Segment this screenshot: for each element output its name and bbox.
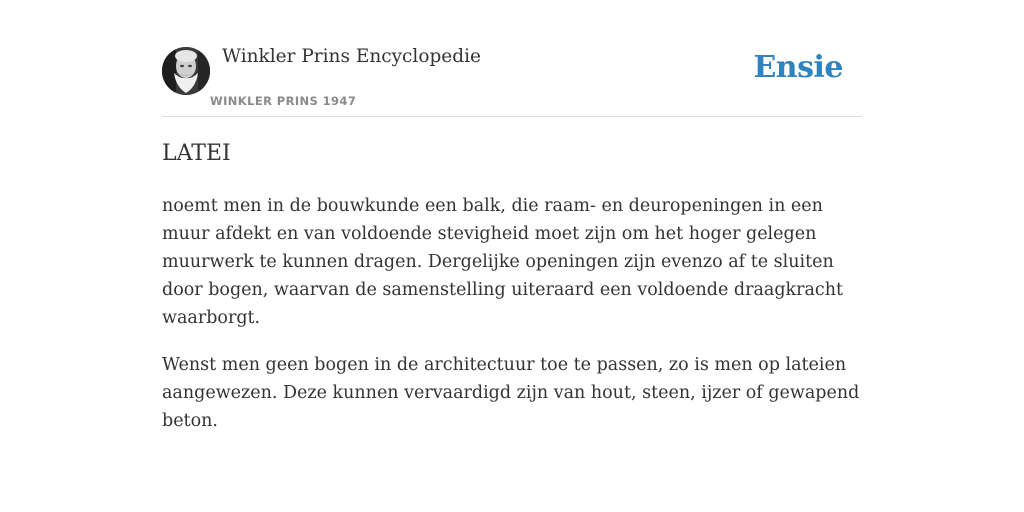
site-title[interactable]: Winkler Prins Encyclopedie — [222, 46, 481, 67]
bearded-man-portrait-icon — [162, 47, 210, 95]
article-body — [162, 192, 862, 454]
article-headword: LATEI — [162, 141, 231, 166]
header — [162, 0, 862, 117]
author-avatar[interactable] — [162, 47, 210, 95]
page-container — [162, 0, 862, 431]
article-paragraph: Wenst men geen bogen in de architectuur toe te passen, zo is men op lateien aangewezen. Deze kunnen vervaardigd zijn van hout, steen, ijzer of gewapend beton. — [162, 355, 860, 431]
article-paragraph: noemt men in de bouwkunde een balk, die raam- en deuropeningen in een muur afdekt en van voldoende stevigheid moet zijn om het hoger gelegen muurwerk te kunnen dragen. Dergelijke openingen zijn evenzo af te sluiten door bogen, waarvan de samenstelling uiteraard een voldoende draagkracht waarborgt. — [162, 196, 844, 328]
source-subtitle[interactable]: WINKLER PRINS 1947 — [210, 94, 357, 108]
ensie-logo[interactable]: Ensie — [753, 50, 843, 85]
